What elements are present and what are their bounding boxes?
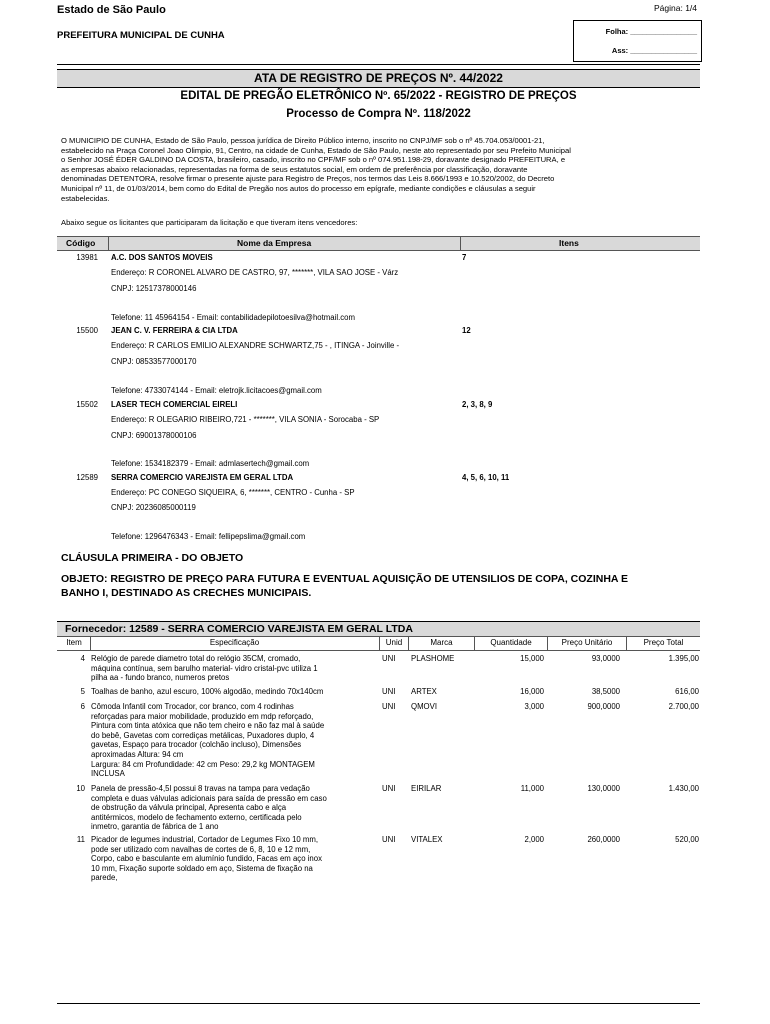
folha-box bbox=[573, 20, 702, 62]
licitante-name: A.C. DOS SANTOS MOVEIS bbox=[111, 253, 213, 262]
intro-paragraph bbox=[61, 136, 700, 203]
footer-rule bbox=[57, 1003, 700, 1004]
intro-line: o Senhor JOSÉ ÉDER GALDINO DA COSTA, brasileiro, casado, inscrito no CPF/MF sob o nº 074.951.198-29, doravante designado PREFEITURA, e bbox=[61, 155, 566, 165]
licitante-telefone: Telefone: 1534182379 - Email: admlasertech@gmail.com bbox=[111, 459, 310, 468]
processo-title: Processo de Compra Nº. 118/2022 bbox=[286, 108, 471, 120]
item-quantidade: 3,000 bbox=[524, 702, 544, 711]
item-description: Cômoda Infantil com Trocador, cor branco, com 4 rodinhas reforçadas para maior mobilidade, produzido em mdp reforçado, Pintura com tinta atóxica que não tem cheiro e não faz mal à saúde do bebê, Gavetas com corrediças metálicas, Puxadores duplo, 4 gavetas, Espaço para trocador (colchão incluso), Dimensões aproximadas Altura: 94 cm Largura: 84 cm Profundidade: 42 cm Peso: 29,2 kg MONTAGEM INCLUSA bbox=[91, 702, 325, 779]
item-preco-unitario: 900,0000 bbox=[587, 702, 620, 711]
licitante-itens: 4, 5, 6, 10, 11 bbox=[462, 473, 510, 482]
state-name: Estado de São Paulo bbox=[57, 4, 166, 16]
objeto-line: OBJETO: REGISTRO DE PREÇO PARA FUTURA E EVENTUAL AQUISIÇÃO DE UTENSILIOS DE COPA, COZINHA E bbox=[61, 573, 629, 585]
item-unid: UNI bbox=[382, 702, 396, 711]
item-unid: UNI bbox=[382, 654, 396, 663]
item-description: Picador de legumes industrial, Cortador de Legumes Fixo 10 mm, pode ser utilizado com navalhas de cortes de 6, 8, 10 e 12 mm, Corpo, cabo e basculante em alumínio fundido, Facas em aço inox 10 mm, Fixação suporte soldado em aço, Sistema de fixação na parede, bbox=[91, 835, 323, 883]
licitante-cnpj: CNPJ: 20236085000119 bbox=[111, 503, 196, 512]
col-nome: Nome da Empresa bbox=[237, 238, 312, 248]
licitante-endereco: Endereço: R OLEGARIO RIBEIRO,721 - *******, VILA SONIA - Sorocaba - SP bbox=[111, 415, 380, 424]
col-quantidade: Quantidade bbox=[490, 638, 532, 647]
item-description: Relógio de parede diametro total do relógio 35CM, cromado, máquina contínua, sem barulho material- vidro cristal-pvc utiliza 1 pilha aa - fundo branco, numeros pretos bbox=[91, 654, 318, 683]
item-preco-unitario: 130,0000 bbox=[587, 784, 620, 793]
intro-line: denominadas DETENTORA, resolve firmar o presente ajuste para Registro de Preços, nos termos das Leis 8.666/1993 e 10.520/2002, do Decreto bbox=[61, 174, 555, 184]
item-quantidade: 11,000 bbox=[520, 784, 544, 793]
licitante-code: 15500 bbox=[76, 326, 98, 335]
item-marca: PLASHOME bbox=[411, 654, 455, 663]
licitante-name: LASER TECH COMERCIAL EIRELI bbox=[111, 400, 238, 409]
page-number: Página: 1/4 bbox=[654, 3, 698, 13]
licitante-cnpj: CNPJ: 12517378000146 bbox=[111, 284, 197, 293]
item-preco-total: 1.430,00 bbox=[668, 784, 699, 793]
licitante-itens: 12 bbox=[462, 326, 471, 335]
licitante-endereco: Endereço: R CORONEL ALVARO DE CASTRO, 97, *******, VILA SAO JOSE - Várz bbox=[111, 268, 399, 277]
licitante-code: 12589 bbox=[76, 473, 98, 482]
col-preco-unitario: Preço Unitário bbox=[561, 638, 613, 647]
licitante-code: 13981 bbox=[76, 253, 98, 262]
item-preco-total: 1.395,00 bbox=[668, 654, 699, 663]
folha-field: Folha: ________________ bbox=[605, 27, 697, 36]
col-marca: Marca bbox=[430, 638, 453, 647]
item-number: 4 bbox=[80, 654, 85, 663]
fornecedor-bar bbox=[57, 621, 700, 636]
objeto-line: BANHO I, DESTINADO AS CRECHES MUNICIPAIS. bbox=[61, 586, 312, 599]
fornecedor-label: Fornecedor: 12589 - SERRA COMERCIO VAREJISTA EM GERAL LTDA bbox=[65, 623, 413, 635]
item-number: 10 bbox=[76, 784, 85, 793]
licitante-endereco: Endereço: PC CONEGO SIQUEIRA, 6, *******, CENTRO - Cunha - SP bbox=[111, 488, 355, 497]
item-description: Toalhas de banho, azul escuro, 100% algodão, medindo 70x140cm bbox=[91, 687, 324, 696]
item-quantidade: 15,000 bbox=[520, 654, 544, 663]
col-especificacao: Especificação bbox=[209, 638, 260, 647]
item-quantidade: 2,000 bbox=[524, 835, 544, 844]
licitante-code: 15502 bbox=[76, 400, 98, 409]
item-unid: UNI bbox=[382, 687, 396, 696]
licitante-name: JEAN C. V. FERREIRA & CIA LTDA bbox=[111, 326, 238, 335]
intro-line: estabelecido na Praça Coronel Joao Olimpio, 91, Centro, na cidade de Cunha, Estado de São Paulo, neste ato representado por seu Prefeito Municipal bbox=[61, 145, 571, 155]
header-rule bbox=[57, 64, 700, 65]
item-number: 6 bbox=[80, 702, 85, 711]
licitante-cnpj: CNPJ: 08533577000170 bbox=[111, 357, 197, 366]
item-marca: VITALEX bbox=[411, 835, 443, 844]
licitante-itens: 2, 3, 8, 9 bbox=[462, 400, 493, 409]
item-number: 11 bbox=[76, 835, 85, 844]
licitante-endereco: Endereço: R CARLOS EMILIO ALEXANDRE SCHWARTZ,75 - , ITINGA - Joinville - bbox=[111, 341, 400, 350]
intro-line: estabelecidas. bbox=[61, 193, 110, 203]
intro-line: Municipal nº 11, de 01/03/2014, bem como do Edital de Pregão nos autos do processo em epígrafe, mediante condições e cláusulas a seguir bbox=[61, 183, 536, 193]
item-marca: ARTEX bbox=[411, 687, 437, 696]
col-itens: Itens bbox=[559, 238, 579, 248]
licitante-telefone: Telefone: 1296476343 - Email: fellipepslima@gmail.com bbox=[111, 532, 306, 541]
licitante-telefone: Telefone: 4733074144 - Email: eletrojk.licitacoes@gmail.com bbox=[111, 386, 322, 395]
intro-line: as empresas abaixo relacionadas, representadas na forma de seus estatutos social, em ordem de preferência por classificação, doravante bbox=[61, 164, 528, 174]
licitante-name: SERRA COMERCIO VAREJISTA EM GERAL LTDA bbox=[111, 473, 294, 482]
item-description: Panela de pressão-4,5l possui 8 travas na tampa para vedação completa e duas válvulas adicionais para saída de pressão em caso de obstrução da válvula principal, Apresenta cabo e alça antitérmicos, modelo de fechamento externo, certificada pelo inmetro, garantia de fábrica de 1 ano bbox=[91, 784, 327, 832]
ata-title: ATA DE REGISTRO DE PREÇOS Nº. 44/2022 bbox=[57, 69, 700, 88]
item-marca: EIRILAR bbox=[411, 784, 442, 793]
item-unid: UNI bbox=[382, 835, 396, 844]
item-preco-total: 520,00 bbox=[675, 835, 699, 844]
prefeitura-name: PREFEITURA MUNICIPAL DE CUNHA bbox=[57, 30, 225, 41]
item-preco-unitario: 38,5000 bbox=[591, 687, 620, 696]
col-preco-total: Preço Total bbox=[643, 638, 684, 647]
items-header bbox=[57, 636, 700, 651]
licitante-telefone: Telefone: 11 45964154 - Email: contabilidadepilotoesilva@hotmail.com bbox=[111, 313, 355, 322]
col-item: Item bbox=[66, 638, 82, 647]
licitantes-header bbox=[57, 236, 700, 251]
item-preco-total: 2.700,00 bbox=[668, 702, 699, 711]
ass-field: Ass: ________________ bbox=[611, 46, 697, 55]
edital-title: EDITAL DE PREGÃO ELETRÔNICO Nº. 65/2022 - REGISTRO DE PREÇOS bbox=[180, 90, 577, 102]
item-preco-unitario: 260,0000 bbox=[587, 835, 620, 844]
licitante-cnpj: CNPJ: 69001378000106 bbox=[111, 431, 197, 440]
item-preco-total: 616,00 bbox=[675, 687, 699, 696]
intro-line: O MUNICIPIO DE CUNHA, Estado de São Paulo, pessoa jurídica de Direito Público interno, inscrito no CNPJ/MF sob o nº 45.704.053/0001-21, bbox=[61, 136, 545, 145]
col-codigo: Código bbox=[66, 238, 96, 248]
item-preco-unitario: 93,0000 bbox=[591, 654, 620, 663]
item-unid: UNI bbox=[382, 784, 396, 793]
item-quantidade: 16,000 bbox=[520, 687, 544, 696]
licitante-itens: 7 bbox=[462, 253, 467, 262]
clausula-heading: CLÁUSULA PRIMEIRA - DO OBJETO bbox=[61, 552, 244, 564]
col-unid: Unid bbox=[385, 638, 403, 647]
objeto-text bbox=[61, 573, 701, 600]
licitantes-intro: Abaixo segue os licitantes que participaram da licitação e que tiveram itens vencedores: bbox=[61, 218, 358, 227]
item-number: 5 bbox=[80, 687, 85, 696]
item-marca: QMOVI bbox=[411, 702, 437, 711]
